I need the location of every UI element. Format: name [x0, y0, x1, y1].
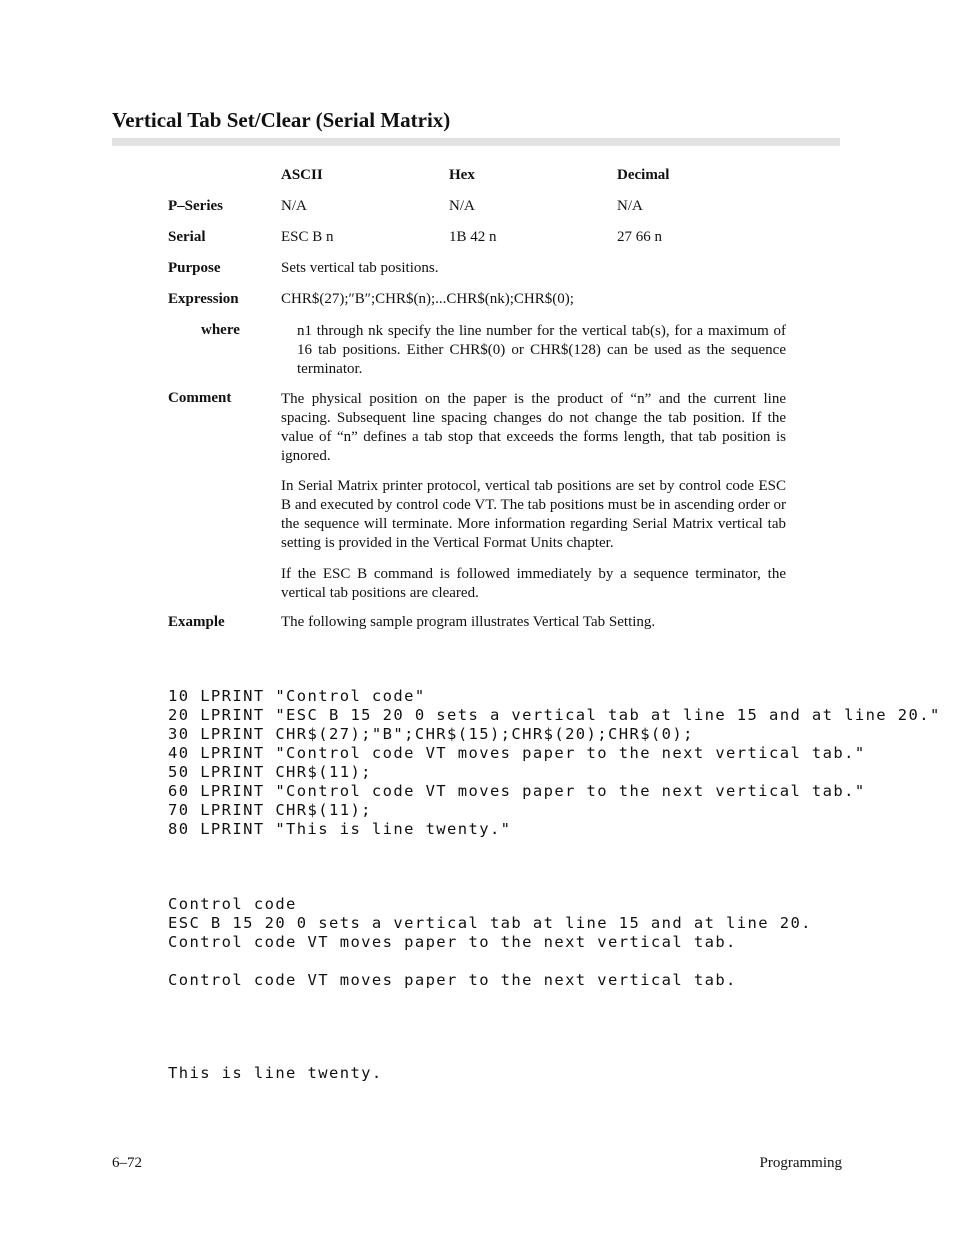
example-text: The following sample program illustrates Vertical Tab Setting.: [281, 614, 656, 630]
output-line: ESC B 15 20 0 sets a vertical tab at line 15 and at line 20.: [168, 914, 812, 932]
output-line: Control code: [168, 895, 297, 913]
p-series-decimal: N/A: [617, 198, 643, 214]
comment-paragraph-3: If the ESC B command is followed immediately by a sequence terminator, the vertical tab positions are cleared.: [281, 566, 786, 601]
purpose-label: Purpose: [168, 260, 221, 276]
header-ascii: ASCII: [281, 167, 323, 183]
program-line: 20 LPRINT "ESC B 15 20 0 sets a vertical tab at line 15 and at line 20.": [168, 706, 941, 724]
section-name: Programming: [759, 1155, 842, 1171]
comment-label: Comment: [168, 390, 232, 406]
serial-ascii: ESC B n: [281, 229, 334, 245]
program-line: 80 LPRINT "This is line twenty.": [168, 820, 512, 838]
comment-paragraph-1: The physical position on the paper is the product of “n” and the current line spacing. Subsequent line spacing changes do not change the tab position. If the value of “n” defines a tab stop that exceeds the forms length, that tab position is ignored.: [281, 391, 786, 464]
p-series-ascii: N/A: [281, 198, 307, 214]
serial-decimal: 27 66 n: [617, 229, 662, 245]
purpose-text: Sets vertical tab positions.: [281, 260, 439, 276]
p-series-hex: N/A: [449, 198, 475, 214]
output-line: Control code VT moves paper to the next vertical tab.: [168, 933, 737, 951]
program-line: 40 LPRINT "Control code VT moves paper to the next vertical tab.": [168, 744, 866, 762]
row-label-serial: Serial: [168, 229, 206, 245]
output-line: This is line twenty.: [168, 1064, 383, 1082]
program-line: 70 LPRINT CHR$(11);: [168, 801, 372, 819]
expression-label: Expression: [168, 291, 239, 307]
program-line: 50 LPRINT CHR$(11);: [168, 763, 372, 781]
expression-text: CHR$(27);″B″;CHR$(n);...CHR$(nk);CHR$(0);: [281, 291, 574, 307]
serial-hex: 1B 42 n: [449, 229, 497, 245]
output-line: Control code VT moves paper to the next vertical tab.: [168, 971, 737, 989]
program-line: 60 LPRINT "Control code VT moves paper to the next vertical tab.": [168, 782, 866, 800]
comment-paragraph-2: In Serial Matrix printer protocol, vertical tab positions are set by control code ESC B and executed by control code VT. The tab positions must be in ascending order or the sequence will terminate. More information regarding Serial Matrix vertical tab setting is provided in the Vertical Format Units chapter.: [281, 478, 786, 551]
where-text: n1 through nk specify the line number for the vertical tab(s), for a maximum of 16 tab positions. Either CHR$(0) or CHR$(128) can be used as the sequence terminator.: [297, 323, 786, 377]
program-line: 30 LPRINT CHR$(27);"B";CHR$(15);CHR$(20);CHR$(0);: [168, 725, 694, 743]
example-label: Example: [168, 614, 225, 630]
page-number: 6–72: [112, 1155, 142, 1171]
header-hex: Hex: [449, 167, 475, 183]
where-label: where: [201, 322, 240, 338]
program-line: 10 LPRINT "Control code": [168, 687, 426, 705]
header-decimal: Decimal: [617, 167, 670, 183]
page-title: Vertical Tab Set/Clear (Serial Matrix): [112, 108, 451, 132]
title-rule: [112, 138, 840, 146]
row-label-p-series: P–Series: [168, 198, 223, 214]
